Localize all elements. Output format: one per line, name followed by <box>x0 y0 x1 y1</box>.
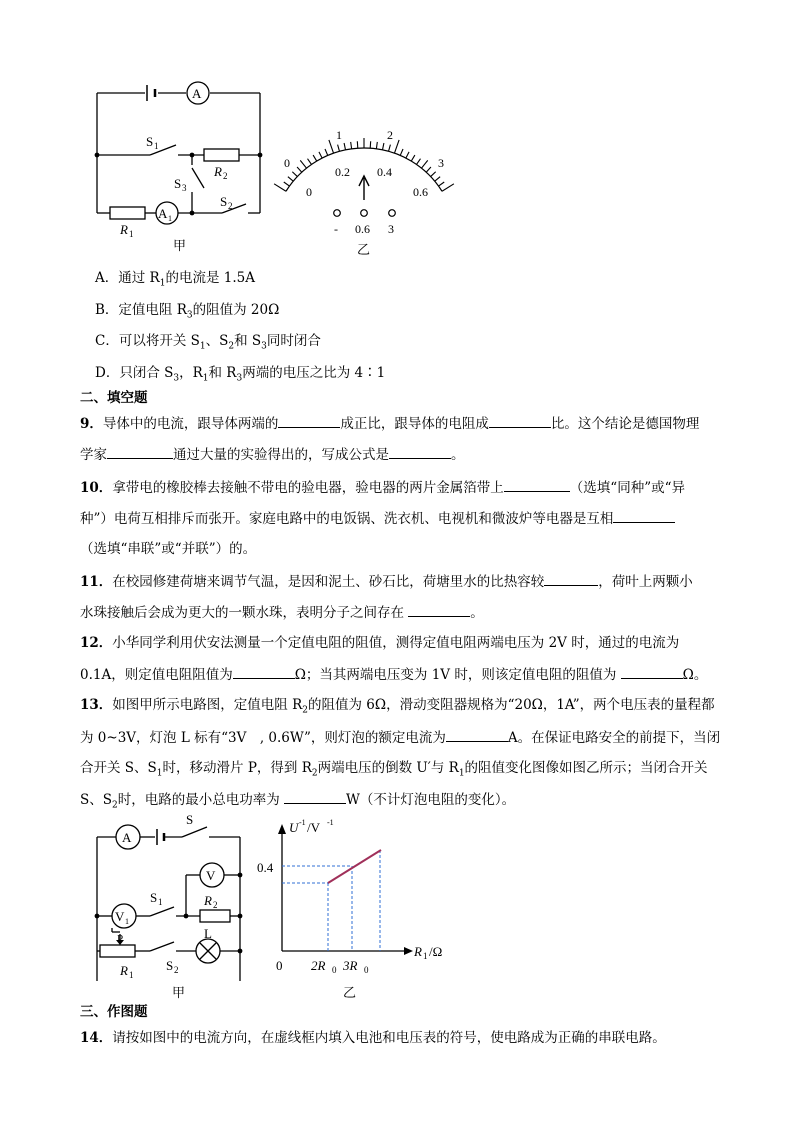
fig2-v1-sub: 1 <box>125 917 129 926</box>
ammeter-a1-label: A <box>158 206 168 221</box>
dial-tick <box>394 140 399 153</box>
fig2-s1-sub: 1 <box>158 897 163 907</box>
graph-y-sup1: -1 <box>299 818 306 827</box>
dial-top-0: 0 <box>284 156 290 170</box>
fig2-voltmeter-v-label: V <box>206 868 216 883</box>
q10-blank-2[interactable] <box>613 508 675 523</box>
graph-x-tick-2-sub: 0 <box>364 965 369 975</box>
dial-top-3: 3 <box>438 156 444 170</box>
dial-tick <box>351 142 352 149</box>
dial-tick <box>442 184 454 191</box>
q12-blank-2[interactable] <box>621 664 683 679</box>
s1-sub: 1 <box>154 141 159 151</box>
graph-x-tick-1: 2R <box>311 958 326 973</box>
dial-tick <box>292 172 297 177</box>
dial-bottom-2: 0.4 <box>377 165 392 179</box>
dial-tick <box>325 149 328 155</box>
q11-line-2: 水珠接触后会成为更大的一颗水珠，表明分子之间存在 。 <box>80 602 484 623</box>
graph-axes <box>282 830 408 951</box>
graph-dashed-guides <box>282 850 380 951</box>
q13-blank-1[interactable] <box>446 727 508 742</box>
ammeter-a1-sub: 1 <box>168 214 172 223</box>
dial-tick <box>382 143 383 150</box>
fig1-caption-jia: 甲 <box>173 238 187 253</box>
fig2-voltmeter-v1-label: V <box>115 909 125 924</box>
graph-x-label: R <box>414 944 422 959</box>
section-2-heading: 二、填空题 <box>80 390 148 406</box>
q13-blank-2[interactable] <box>284 789 346 804</box>
q12-blank-1[interactable] <box>233 664 295 679</box>
graph-line <box>328 850 381 883</box>
s2-label: S <box>220 194 228 209</box>
s2-sub: 2 <box>228 201 233 211</box>
dial-bottom-1: 0.2 <box>335 165 350 179</box>
r1-sub: 1 <box>129 229 134 239</box>
q13-line-2: 为 0~3V，灯泡 L 标有“3V , 0.6W”，则灯泡的额定电流为 A。在保证电路安全的前提下，当闭 <box>80 727 720 748</box>
graph-x-tick-1-sub: 0 <box>332 965 337 975</box>
dial-tick <box>431 172 436 177</box>
q12-line-1: 12．小华同学利用伏安法测量一个定值电阻的阻值，测得定值电阻两端电压为 2V 时，通过的电流为 <box>80 635 680 651</box>
terminal-0-6: 0.6 <box>355 222 370 236</box>
r1-label: R <box>120 222 128 237</box>
q9-blank-3[interactable] <box>107 444 173 459</box>
dial-tick <box>274 184 286 191</box>
dial-tick <box>300 160 306 168</box>
dial-tick <box>344 143 345 150</box>
option-b: B．定值电阻 $R_3$的阻值为 20Ω <box>95 302 280 321</box>
fig2-s-label: S <box>186 812 194 827</box>
dial-top-1: 1 <box>336 128 342 142</box>
q9-blank-4[interactable] <box>389 444 451 459</box>
fig2-r2-label: R <box>204 893 212 908</box>
graph-x-unit: /Ω <box>429 944 443 959</box>
q9-blank-1[interactable] <box>278 413 340 428</box>
fig1-caption-yi: 乙 <box>357 242 371 257</box>
q10-line-1: 10．拿带电的橡胶棒去接触不带电的验电器，验电器的两片金属箔带上 （选填“同种”或“异 <box>80 477 685 498</box>
q10-line-2: 种”）电荷互相排斥而张开。家庭电路中的电饭锅、洗衣机、电视机和微波炉等电器是互相 <box>80 508 675 529</box>
r2-label: R <box>214 164 222 179</box>
fig2-lamp-label: L <box>204 926 212 941</box>
graph-x-sub: 1 <box>423 951 428 961</box>
dial-tick <box>288 177 293 181</box>
s3-sub: 3 <box>182 183 187 193</box>
option-a: A．通过 $R_1$的电流是 1.5A <box>95 270 255 289</box>
q10-line-3: （选填“串联”或“并联”）的。 <box>80 541 257 557</box>
dial-tick <box>376 142 377 149</box>
dial-tick <box>389 145 391 152</box>
fig2-r1-sub: 1 <box>129 970 134 980</box>
dial-tick <box>338 145 340 152</box>
section-3-heading: 三、作图题 <box>80 1004 148 1020</box>
dial-tick <box>307 159 311 165</box>
graph-origin: 0 <box>276 958 283 973</box>
dial-tick <box>421 160 427 168</box>
s3-label: S <box>174 176 182 191</box>
ammeter-a-label: A <box>192 86 202 101</box>
q11-line-1: 11．在校园修建荷塘来调节气温，是因和泥土、砂石比，荷塘里水的比热容较 ，荷叶上两颗小 <box>80 571 693 592</box>
q12-line-2: 0.1A，则定值电阻阻值为 Ω；当其两端电压变为 1V 时，则该定值电阻的阻值为 Ω。 <box>80 664 707 685</box>
dial-top-2: 2 <box>387 128 393 142</box>
q11-blank-2[interactable] <box>408 602 470 617</box>
q9-line-2: 学家 通过大量的实验得出的，写成公式是 。 <box>80 444 465 465</box>
q13-line-4: S、$S_2$时，电路的最小总电功率为 W（不计灯泡电阻的变化）。 <box>80 789 515 816</box>
dial-tick <box>406 152 409 158</box>
dial-tick <box>400 149 403 155</box>
fig2-s1-label: S <box>150 890 158 905</box>
fig2-r1-label: R <box>120 963 128 978</box>
s1-label: S <box>146 134 154 149</box>
q14-line-1: 14．请按如图中的电流方向，在虚线框内填入电池和电压表的符号，使电路成为正确的串联电路。 <box>80 1030 666 1046</box>
fig2-caption-jia: 甲 <box>172 985 186 1000</box>
fig2-s2-label: S <box>166 958 174 973</box>
graph-y-label: U <box>289 820 299 835</box>
figure-1-circuit <box>0 0 794 270</box>
dial-tick <box>417 159 421 165</box>
fig2-ammeter-label: A <box>122 830 132 845</box>
graph-x-tick-2: 3R <box>343 958 358 973</box>
dial-tick <box>426 167 431 172</box>
dial-bottom-3: 0.6 <box>413 185 428 199</box>
dial-tick <box>297 167 302 172</box>
dial-bottom-0: 0 <box>306 185 312 199</box>
terminal-3: 3 <box>388 222 394 236</box>
graph-y-unit: /V <box>307 820 320 835</box>
fig2-caption-yi: 乙 <box>343 985 357 1000</box>
q13-line-1: 13．如图甲所示电路图，定值电阻 $R_2$的阻值为 6Ω，滑动变阻器规格为“20Ω，1A”，两个电压表的量程都 <box>80 697 715 716</box>
dial-tick <box>439 182 445 186</box>
fig2-r2-sub: 2 <box>213 900 218 910</box>
fig2-s2-sub: 2 <box>174 965 179 975</box>
fig2-slider-p-label: P <box>117 933 124 945</box>
option-c: C．可以将开关 $S_1$、$S_2$和 $S_3$同时闭合 <box>95 333 321 352</box>
graph-y-sup2: -1 <box>327 818 334 827</box>
dial-tick <box>329 140 334 153</box>
figure-2 <box>0 810 794 1010</box>
terminal-minus: - <box>334 222 338 236</box>
q9-line-1: 9．导体中的电流，跟导体两端的 成正比，跟导体的电阻成 比。这个结论是德国物理 <box>80 413 699 434</box>
dial-tick <box>313 155 317 161</box>
option-d: D．只闭合 $S_3$，$R_1$和 $R_3$两端的电压之比为 4∶1 <box>95 365 386 384</box>
q13-line-3: 合开关 S、$S_1$时，移动滑片 P，得到 $R_2$两端电压的倒数 U′与 $R_1$的阻值变化图像如图乙所示；当闭合开关 <box>80 760 708 779</box>
dial-tick <box>284 182 290 186</box>
q9-blank-2[interactable] <box>489 413 551 428</box>
dial-tick <box>319 152 322 158</box>
graph-y-tick: 0.4 <box>257 860 274 875</box>
dial-tick <box>411 155 415 161</box>
q10-blank-1[interactable] <box>504 477 570 492</box>
q11-blank-1[interactable] <box>544 571 598 586</box>
r2-sub: 2 <box>223 171 228 181</box>
dial-tick <box>435 177 440 181</box>
